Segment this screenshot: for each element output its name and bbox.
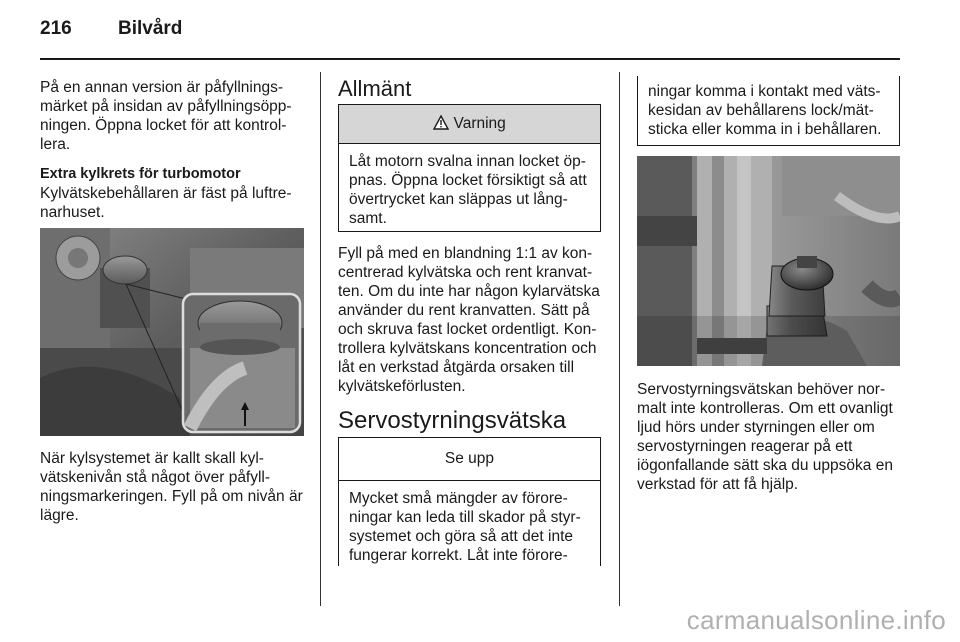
warning-title: Varning [453, 115, 506, 132]
chapter-title: Bilvård [118, 18, 183, 39]
section-heading-power-steering: Servostyrningsvätska [338, 407, 567, 434]
left-column [40, 78, 306, 222]
power-steering-reservoir-figure [637, 156, 900, 366]
turbo-subheading: Extra kylkrets för turbomotor [40, 166, 241, 182]
warning-box-header [339, 105, 600, 144]
caution-continued-body: ningar komma i kontakt med väts-kesidan av behållarens lock/mät-sticka eller komma in i behållaren. [648, 83, 882, 138]
turbo-paragraph: Kylvätskebehållaren är fäst på luftre-narhuset. [40, 185, 292, 221]
header-divider [40, 58, 900, 60]
intro-paragraph: På en annan version är påfyllnings-märket på insidan av påfyllningsöpp-ningen. Öppna locket för att kontrol-lera. [40, 79, 292, 153]
right-paragraph: Servostyrningsvätskan behöver nor-malt inte kontrolleras. Om ett ovanligt ljud hörs under styrningen eller om servostyrningen reagerar på ett iögonfallande sätt ska du uppsöka en verkstad för att få hjälp. [637, 381, 893, 493]
warning-triangle-icon [433, 115, 449, 130]
column-divider-right [619, 72, 620, 606]
page-number: 216 [40, 18, 72, 39]
coolant-level-paragraph: När kylsystemet är kallt skall kyl-vätskenivån stå något över påfyll-ningsmarkeringen. Fyll på om nivån är lägre. [40, 450, 303, 524]
warning-box [338, 104, 601, 232]
watermark: carmanualsonline.info [686, 605, 946, 635]
caution-box-continued [637, 76, 900, 146]
section-heading-general: Allmänt [338, 76, 412, 101]
coolant-reservoir-figure [40, 228, 304, 436]
column-divider-left [320, 72, 321, 606]
left-column-lower [40, 449, 306, 525]
caution-body: Mycket små mängder av förore-ningar kan leda till skador på styr-systemet och göra så att det inte fungerar korrekt. Låt inte förore- [349, 490, 581, 564]
caution-box [338, 437, 601, 566]
warning-body: Låt motorn svalna innan locket öp-pnas. Öppna locket försiktigt så att övertrycket kan släppas ut lång-samt. [349, 153, 587, 227]
middle-paragraph: Fyll på med en blandning 1:1 av kon-centrerad kylvätska och rent kranvat-ten. Om du inte har någon kylarvätska använder du rent kranvatten. Sätt på och skruva fast locket ordentligt. Kon-trollera kylvätskans koncentration och låt en verkstad åtgärda orsaken till kylvätskeförlusten. [338, 245, 600, 395]
caution-title: Se upp [339, 438, 600, 481]
